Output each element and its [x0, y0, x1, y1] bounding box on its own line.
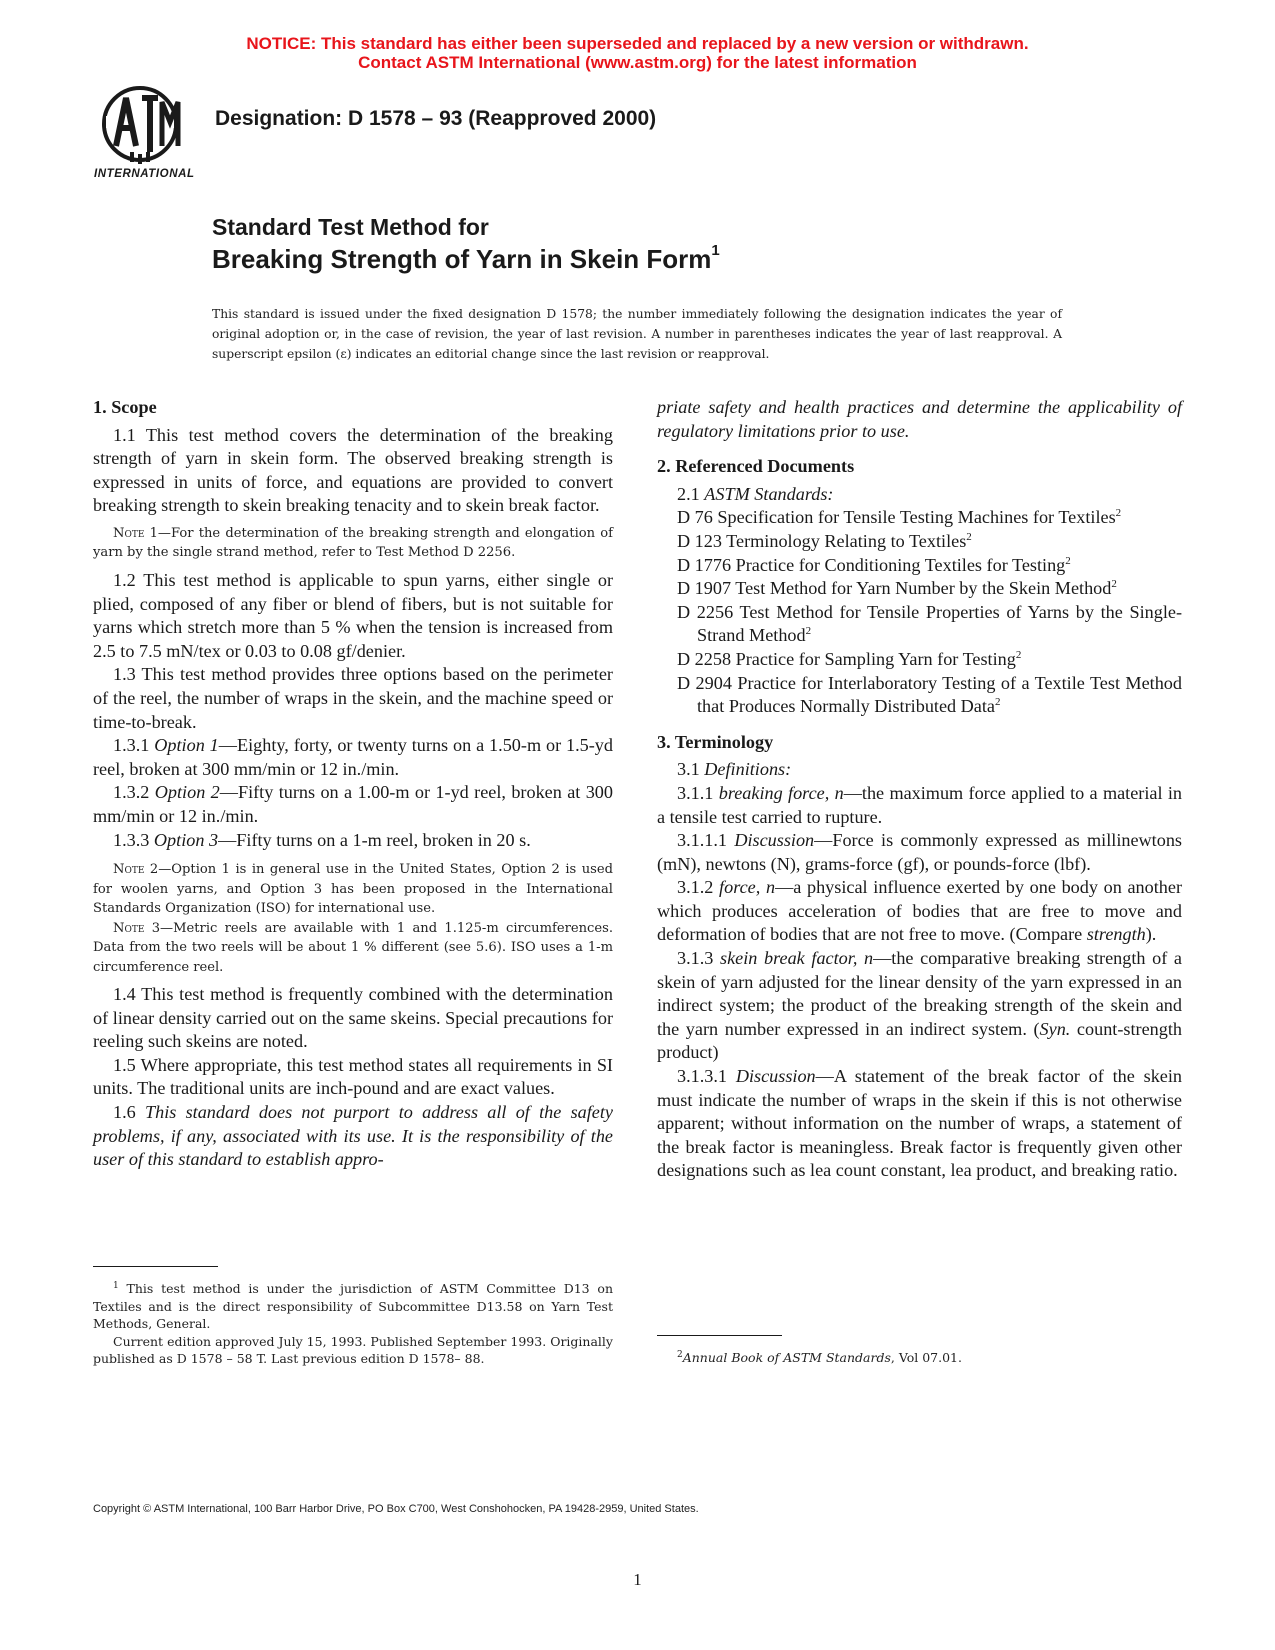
para-1-5: 1.5 Where appropriate, this test method states all requirements in SI units. The traditional units are inch-pound and are exact values.	[93, 1054, 613, 1099]
reference-item: D 2256 Test Method for Tensile Properties of Yarns by the Single-Strand Method$^2$	[677, 601, 1182, 646]
notice-line-2: Contact ASTM International (www.astm.org) for the latest information	[358, 53, 917, 72]
footnote-2-text: $^2$Annual Book of ASTM Standards, Vol 07.01.	[677, 1350, 962, 1366]
right-column	[657, 396, 1182, 1183]
notice-line-1: NOTICE: This standard has either been superseded and replaced by a new version or withdrawn.	[246, 34, 1029, 53]
reference-list	[657, 506, 1182, 718]
para-3-1-2: 3.1.2 force, n—a physical influence exerted by one body on another which produces acceleration of bodies that are free to move and deformation of bodies that are not free to move. (Compare strength).	[657, 877, 1183, 945]
title-footnote-mark: 1	[711, 242, 720, 259]
para-3-1-3-1: 3.1.3.1 Discussion—A statement of the break factor of the skein must indicate the number of wraps in the skein if this is not otherwise apparent; without information on the number of wraps, a statement of the break factor is meaningless. Break factor is frequently given other designations such as lea count constant, lea product, and breaking ratio.	[657, 1066, 1183, 1181]
astm-logo	[92, 82, 198, 182]
para-1-3-3: 1.3.3 Option 3—Fifty turns on a 1-m reel, broken in 20 s.	[113, 829, 531, 850]
reference-item: D 1776 Practice for Conditioning Textiles for Testing$^2$	[677, 554, 1071, 575]
note-3: Note 3—Metric reels are available with 1 and 1.125-m circumferences. Data from the two reels will be about 1 % different (see 5.6). ISO uses a 1-m circumference reel.	[93, 920, 613, 975]
astm-logo-icon	[92, 82, 198, 182]
note-2: Note 2—Option 1 is in general use in the United States, Option 2 is used for woolen yarns, and Option 3 has been proposed in the International Standards Organization (ISO) for international use.	[93, 862, 613, 917]
note-1: Note 1—For the determination of the breaking strength and elongation of yarn by the single strand method, refer to Test Method D 2256.	[93, 525, 613, 561]
footnote-1-text: $^1$ This test method is under the jurisdiction of ASTM Committee D13 on Textiles and is the direct responsibility of Subcommittee D13.58 on Yarn Test Methods, General.	[93, 1281, 613, 1332]
page-number: 1	[633, 1570, 642, 1589]
para-3-1-1: 3.1.1 breaking force, n—the maximum force applied to a material in a tensile test carried to rupture.	[657, 782, 1183, 827]
para-3-1-3: 3.1.3 skein break factor, n—the comparative breaking strength of a skein of yarn adjusted for the linear density of the yarn expressed in an indirect system; the product of the breaking strength of the skein and the yarn number expressed in an indirect system. (Syn. count-strength product)	[657, 948, 1183, 1063]
section-2-heading: 2. Referenced Documents	[657, 456, 855, 477]
para-1-6-cont: priate safety and health practices and determine the applicability of regulatory limitations prior to use.	[657, 397, 1182, 441]
reference-item: D 2904 Practice for Interlaboratory Testing of a Textile Test Method that Produces Normally Distributed Data$^2$	[677, 672, 1182, 717]
para-3-1-1-1: 3.1.1.1 Discussion—Force is commonly expressed as millinewtons (mN), newtons (N), grams-force (gf), or pounds-force (lbf).	[657, 830, 1182, 874]
footnote-1	[93, 1278, 613, 1368]
para-1-2: 1.2 This test method is applicable to spun yarns, either single or plied, composed of any fiber or blend of fibers, but is not suitable for yarns which stretch more than 5 % when the tension is increased from 2.5 to 7.5 mN/tex or 0.03 to 0.08 gf/denier.	[93, 569, 613, 661]
para-2-1: 2.1 ASTM Standards:	[677, 483, 834, 504]
para-1-4: 1.4 This test method is frequently combined with the determination of linear density carried out on the same skeins. Special precautions for reeling such skeins are noted.	[93, 984, 613, 1052]
logo-text: INTERNATIONAL	[94, 168, 194, 180]
title-line-2	[212, 244, 720, 275]
reference-item: D 123 Terminology Relating to Textiles$^2$	[677, 530, 972, 551]
footnote-2	[657, 1347, 1182, 1367]
para-1-3: 1.3 This test method provides three options based on the perimeter of the reel, the number of wraps in the skein, and the machine speed or time-to-break.	[93, 664, 613, 732]
reference-item: D 76 Specification for Tensile Testing Machines for Textiles$^2$	[677, 507, 1122, 528]
footnote-1-edition: Current edition approved July 15, 1993. Published September 1993. Originally published as D 1578 – 58 T. Last previous edition D 1578– 88.	[93, 1333, 613, 1367]
designation: Designation: D 1578 – 93 (Reapproved 2000)	[215, 107, 657, 130]
para-1-3-1: 1.3.1 Option 1—Eighty, forty, or twenty turns on a 1.50-m or 1.5-yd reel, broken at 300 mm/min or 12 in./min.	[93, 735, 613, 779]
reference-item: D 2258 Practice for Sampling Yarn for Testing$^2$	[677, 648, 1022, 669]
left-column	[93, 396, 613, 1172]
title-text: Breaking Strength of Yarn in Skein Form	[212, 244, 712, 274]
copyright: Copyright © ASTM International, 100 Barr Harbor Drive, PO Box C700, West Conshohocken, PA 19428-2959, United States.	[93, 1503, 699, 1515]
section-1-heading: 1. Scope	[93, 397, 157, 417]
para-1-6: 1.6 This standard does not purport to address all of the safety problems, if any, associated with its use. It is the responsibility of the user of this standard to establish appro-	[93, 1102, 613, 1170]
footnote-rule-right	[657, 1335, 782, 1336]
standard-note: This standard is issued under the fixed designation D 1578; the number immediately following the designation indicates the year of original adoption or, in the case of revision, the year of last revision. A number in parentheses indicates the year of last reapproval. A superscript epsilon (ε) indicates an editorial change since the last revision or reapproval.	[212, 307, 1062, 361]
para-3-1: 3.1 Definitions:	[677, 759, 792, 780]
para-1-1: 1.1 This test method covers the determination of the breaking strength of yarn in skein form. The observed breaking strength is expressed in units of force, and equations are provided to convert breaking strength to skein breaking tenacity and to skein break factor.	[93, 424, 613, 516]
para-1-3-2: 1.3.2 Option 2—Fifty turns on a 1.00-m or 1-yd reel, broken at 300 mm/min or 12 in./min.	[93, 782, 613, 826]
section-3-heading: 3. Terminology	[657, 731, 774, 752]
reference-item: D 1907 Test Method for Yarn Number by the Skein Method$^2$	[677, 578, 1117, 599]
title-line-1: Standard Test Method for	[212, 214, 489, 240]
footnote-rule-left	[93, 1266, 218, 1267]
